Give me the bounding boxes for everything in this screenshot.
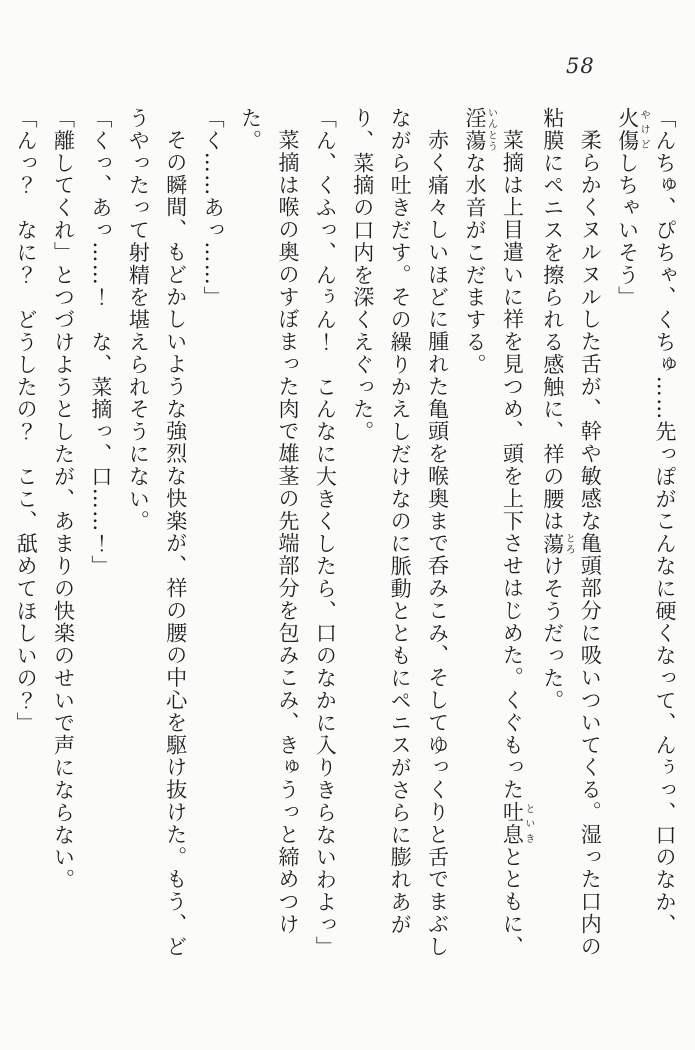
furigana-ruby: 淫蕩いんとう [462,107,497,152]
narrative-paragraph: 菜摘は喉の奥のすぼまった肉で雄茎の先端部分を包みこみ、きゅうっと締めつけた。 [238,107,300,936]
narrative-paragraph: 「離してくれ」とつづけようとしたが、あまりの快楽のせいで声にならない。 [51,107,76,891]
furigana-ruby: 火傷やけど [615,107,650,152]
dialogue-paragraph: 「んちゅ、ぴちゃ、くちゅ……先っぽがこんなに硬くなって、んぅっ、口のなか、火傷やけどしちゃいそう」 [615,107,677,936]
narrative-paragraph: その瞬間、もどかしいような強烈な快楽が、祥の腰の中心を駆け抜けた。もう、どうやったって射精を堪えられそうにない。 [126,107,188,959]
dialogue-paragraph: 「く……あっ……」 [201,107,226,309]
narrative-paragraph: 菜摘は上目遣いに祥を見つめ、頭を上下させはじめた。くぐもった吐息といきとともに、淫蕩いんとうな水音がこだまする。 [462,107,534,959]
narrative-paragraph: 柔らかくヌルヌルした舌が、幹や敏感な亀頭部分に吸いついてくる。湿った口内の粘膜にペニスを擦られる感触に、祥の腰は蕩とろけそうだった。 [540,107,603,959]
page-number: 58 [566,54,595,78]
dialogue-paragraph: 「んっ？ なに？ どうしたの？ ここ、舐めてほしいの？」 [14,107,39,735]
furigana-ruby: 蕩とろ [540,532,575,556]
furigana-ruby: 吐息といき [500,801,534,847]
dialogue-paragraph: 「くっ、あっ……！ な、菜摘っ、口……！」 [88,107,113,578]
narrative-paragraph: 赤く痛々しいほどに腫れた亀頭を喉奥まで呑みこみ、そしてゆっくりと舌でまぶしながら吐きだす。その繰りかえしだけなのに脈動とともにペニスがさらに膨れあがり、菜摘の口内を深くえぐった。 [350,107,450,959]
dialogue-paragraph: 「ん、くふっ、んぅん！ こんなに大きくしたら、口のなかに入りきらないわよっ」 [313,107,338,959]
text-block [7,107,683,960]
